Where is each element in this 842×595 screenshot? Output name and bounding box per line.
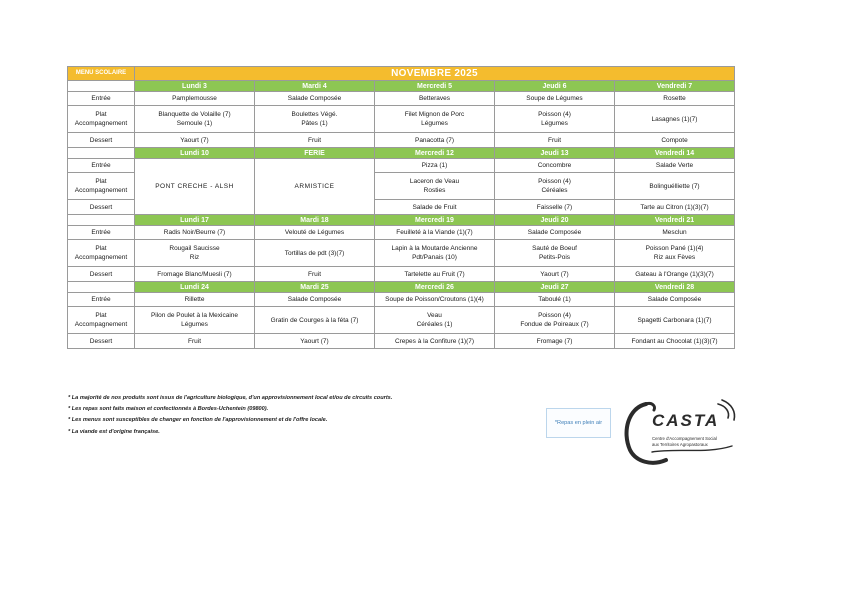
dessert-cell: Fondant au Chocolat (1)(3)(7) xyxy=(615,334,735,349)
plat-line: Veau xyxy=(427,312,442,319)
plat-cell xyxy=(375,240,495,267)
title-row xyxy=(68,67,735,81)
plat-cell xyxy=(615,240,735,267)
row-label-plat xyxy=(68,173,135,200)
row-label-plat-line2: Accompagnement xyxy=(74,120,128,127)
month-title: NOVEMBRE 2025 xyxy=(135,67,735,81)
entree-cell: Radis Noir/Beurre (7) xyxy=(135,226,255,240)
week-1-entree-row xyxy=(68,92,735,106)
outdoor-meal-note: *Repas en plein air xyxy=(546,408,611,438)
day-header: Lundi 3 xyxy=(135,81,255,92)
day-header: Vendredi 7 xyxy=(615,81,735,92)
dessert-cell: Yaourt (7) xyxy=(135,133,255,148)
plat-cell xyxy=(135,307,255,334)
day-header: Jeudi 27 xyxy=(495,282,615,293)
dessert-cell: Compote xyxy=(615,133,735,148)
entree-cell: Soupe de Légumes xyxy=(495,92,615,106)
dessert-cell: Fruit xyxy=(255,133,375,148)
dessert-cell: Fruit xyxy=(255,267,375,282)
entree-cell: Feuilleté à la Viande (1)(7) xyxy=(375,226,495,240)
row-label-entree: Entrée xyxy=(68,226,135,240)
dessert-cell: Panacotta (7) xyxy=(375,133,495,148)
row-label-plat-line1: Plat xyxy=(95,312,107,319)
row-label-plat-line2: Accompagnement xyxy=(74,321,128,328)
plat-line: Lapin à la Moutarde Ancienne xyxy=(391,245,478,252)
entree-cell: Pamplemousse xyxy=(135,92,255,106)
entree-cell: Salade Composée xyxy=(255,293,375,307)
plat-line: Pdt/Panais (10) xyxy=(412,254,457,261)
plat-cell xyxy=(375,106,495,133)
plat-line: Pâtes (1) xyxy=(301,120,328,127)
row-label-plat-line1: Plat xyxy=(95,245,107,252)
row-label-plat-line2: Accompagnement xyxy=(74,187,128,194)
menu-table xyxy=(67,66,735,349)
plat-line: Pilon de Poulet à la Mexicaine xyxy=(150,312,239,319)
logo-tagline-1: Centre d'Accompagnement Social xyxy=(652,436,717,441)
plat-line: Spagetti Carbonara (1)(7) xyxy=(637,316,712,324)
dessert-cell: Tartelette au Fruit (7) xyxy=(375,267,495,282)
plat-cell xyxy=(135,106,255,133)
week-3-day-row xyxy=(68,215,735,226)
day-header: Jeudi 6 xyxy=(495,81,615,92)
week-1-day-row xyxy=(68,81,735,92)
week-4-plat-row xyxy=(68,307,735,334)
day-header: Vendredi 28 xyxy=(615,282,735,293)
plat-cell xyxy=(495,240,615,267)
entree-cell: Betteraves xyxy=(375,92,495,106)
plat-cell xyxy=(135,240,255,267)
entree-cell: Velouté de Légumes xyxy=(255,226,375,240)
plat-line: Blanquette de Volaille (7) xyxy=(158,111,231,118)
day-header: Mardi 18 xyxy=(255,215,375,226)
plat-line: Boulettes Végé. xyxy=(291,111,338,118)
plat-cell xyxy=(615,307,735,334)
dessert-cell: Yaourt (7) xyxy=(495,267,615,282)
plat-cell xyxy=(375,307,495,334)
plat-line: Lasagnes (1)(7) xyxy=(651,115,698,123)
row-label-entree: Entrée xyxy=(68,293,135,307)
row-label-plat xyxy=(68,106,135,133)
row-label-dessert: Dessert xyxy=(68,133,135,148)
day-header: Mardi 4 xyxy=(255,81,375,92)
day-header: Jeudi 20 xyxy=(495,215,615,226)
plat-cell xyxy=(255,307,375,334)
plat-cell xyxy=(255,240,375,267)
row-label-plat-line2: Accompagnement xyxy=(74,254,128,261)
logo-tagline-2: aux Territoires Agropastoraux xyxy=(652,442,708,447)
day-header: Vendredi 14 xyxy=(615,148,735,159)
plat-line: Poisson (4) xyxy=(538,111,571,118)
row-label-plat xyxy=(68,240,135,267)
plat-line: Riz aux Fèves xyxy=(653,254,696,261)
footnote: * La viande est d'origine française. xyxy=(68,428,160,435)
entree-cell: Salade Verte xyxy=(615,159,735,173)
dessert-cell: Fruit xyxy=(495,133,615,148)
plat-line: Bolinguélliette (7) xyxy=(649,182,700,190)
row-label-plat-line1: Plat xyxy=(95,178,107,185)
plat-line: Gratin de Courges à la féta (7) xyxy=(270,316,359,324)
plat-cell xyxy=(615,106,735,133)
dessert-cell: Tarte au Citron (1)(3)(7) xyxy=(615,200,735,215)
week-3-dessert-row xyxy=(68,267,735,282)
day-header: Lundi 24 xyxy=(135,282,255,293)
plat-cell xyxy=(615,173,735,200)
week-3-plat-row xyxy=(68,240,735,267)
entree-cell: Salade Composée xyxy=(495,226,615,240)
plat-line: Légumes xyxy=(541,120,568,127)
plat-cell xyxy=(495,173,615,200)
plat-line: Légumes xyxy=(421,120,448,127)
armistice-cell: ARMISTICE xyxy=(255,159,375,215)
day-header: Lundi 10 xyxy=(135,148,255,159)
dessert-cell: Salade de Fruit xyxy=(375,200,495,215)
row-label-dessert: Dessert xyxy=(68,334,135,349)
week-4-dessert-row xyxy=(68,334,735,349)
day-header: Lundi 17 xyxy=(135,215,255,226)
day-header: Mercredi 5 xyxy=(375,81,495,92)
week-1-dessert-row xyxy=(68,133,735,148)
day-header: Jeudi 13 xyxy=(495,148,615,159)
entree-cell: Salade Composée xyxy=(255,92,375,106)
plat-line: Légumes xyxy=(181,321,208,328)
week-4-entree-row xyxy=(68,293,735,307)
entree-cell: Rillette xyxy=(135,293,255,307)
logo-name: CASTA xyxy=(652,411,720,430)
row-label-dessert: Dessert xyxy=(68,267,135,282)
dessert-cell: Yaourt (7) xyxy=(255,334,375,349)
dessert-cell: Gateau à l'Orange (1)(3)(7) xyxy=(615,267,735,282)
plat-line: Poisson (4) xyxy=(538,312,571,319)
plat-line: Fondue de Poireaux (7) xyxy=(520,321,589,328)
row-label-plat xyxy=(68,307,135,334)
entree-cell: Taboulé (1) xyxy=(495,293,615,307)
dessert-cell: Fruit xyxy=(135,334,255,349)
plat-line: Filet Mignon de Porc xyxy=(404,111,465,118)
row-label-entree: Entrée xyxy=(68,92,135,106)
week-4-day-row xyxy=(68,282,735,293)
dessert-cell: Faisselle (7) xyxy=(495,200,615,215)
day-header: Vendredi 21 xyxy=(615,215,735,226)
week-2-entree-row xyxy=(68,159,735,173)
plat-line: Poisson Pané (1)(4) xyxy=(645,245,704,252)
plat-line: Rosties xyxy=(423,187,446,194)
week-1-plat-row xyxy=(68,106,735,133)
week-3-entree-row xyxy=(68,226,735,240)
menu-label: MENU SCOLAIRE xyxy=(68,67,135,81)
plat-line: Semoule (1) xyxy=(176,120,213,127)
plat-line: Petits-Pois xyxy=(538,254,571,261)
entree-cell: Mesclun xyxy=(615,226,735,240)
plat-line: Riz xyxy=(189,254,200,261)
entree-cell: Pizza (1) xyxy=(375,159,495,173)
plat-line: Céréales (1) xyxy=(416,321,453,328)
dessert-cell: Fromage (7) xyxy=(495,334,615,349)
footnote: * La majorité de nos produits sont issus de l'agriculture biologique, d'un approvisionnement local et/ou de circuits courts. xyxy=(68,395,393,401)
week-2-day-row xyxy=(68,148,735,159)
footnote: * Les menus sont susceptibles de changer en fonction de l'approvisionnement et de l'offre locale. xyxy=(68,417,328,424)
dessert-cell: Crepes à la Confiture (1)(7) xyxy=(375,334,495,349)
plat-line: Poisson (4) xyxy=(538,178,571,185)
footnote: * Les repas sont faits maison et confectionnés à Bordes-Uchentein (09800). xyxy=(68,406,269,413)
day-header: Mercredi 26 xyxy=(375,282,495,293)
plat-cell xyxy=(495,307,615,334)
plat-cell xyxy=(375,173,495,200)
plat-line: Laceron de Veau xyxy=(409,178,460,185)
row-label-dessert: Dessert xyxy=(68,200,135,215)
row-label-entree: Entrée xyxy=(68,159,135,173)
entree-cell: Soupe de Poisson/Croutons (1)(4) xyxy=(375,293,495,307)
entree-cell: Salade Composée xyxy=(615,293,735,307)
plat-line: Céréales xyxy=(541,187,568,194)
dessert-cell: Fromage Blanc/Muesli (7) xyxy=(135,267,255,282)
plat-line: Tortillas de pdt (3)(7) xyxy=(284,249,345,257)
plat-line: Rougail Saucisse xyxy=(169,245,220,252)
pont-creche-cell: PONT CRECHE - ALSH xyxy=(135,159,255,215)
plat-cell xyxy=(495,106,615,133)
casta-logo xyxy=(622,396,742,468)
day-header: Mercredi 12 xyxy=(375,148,495,159)
entree-cell: Rosette xyxy=(615,92,735,106)
plat-cell xyxy=(255,106,375,133)
day-header: Mercredi 19 xyxy=(375,215,495,226)
day-header: Mardi 25 xyxy=(255,282,375,293)
day-header: FERIE xyxy=(255,148,375,159)
footnotes xyxy=(68,393,528,438)
entree-cell: Concombre xyxy=(495,159,615,173)
row-label-plat-line1: Plat xyxy=(95,111,107,118)
plat-line: Sauté de Boeuf xyxy=(532,245,577,252)
